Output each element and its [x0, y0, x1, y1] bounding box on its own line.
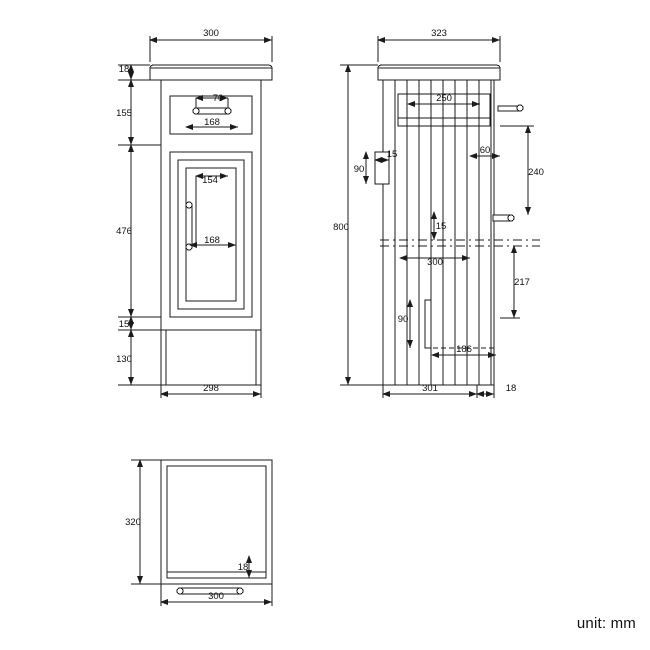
dim-side-upper: 240: [528, 167, 544, 178]
dim-front-handle-width: 70: [212, 93, 224, 104]
dim-front-door-panel-width: 168: [204, 235, 220, 246]
dim-front-plinth-height: 130: [116, 354, 132, 365]
dim-front-counter-thickness: 18: [118, 64, 130, 75]
dim-front-door-height: 476: [116, 226, 132, 237]
dim-side-mid-width: 300: [427, 257, 443, 268]
dim-top-width: 300: [208, 591, 224, 602]
dim-side-overhang: 18: [505, 383, 517, 394]
dim-front-door-panel-height: 154: [202, 175, 218, 186]
side-view-group: [340, 36, 540, 398]
dim-side-bracket-width: 15: [386, 149, 398, 160]
dim-top-depth: 320: [125, 517, 141, 528]
dim-side-body-depth: 301: [422, 383, 438, 394]
dim-top-edge-thickness: 18: [237, 562, 249, 573]
dim-side-foot-height: 90: [397, 314, 409, 325]
dim-front-top-width: 300: [203, 28, 219, 39]
dim-side-basin-width: 250: [436, 93, 452, 104]
dim-side-total-height: 800: [333, 222, 349, 233]
dim-front-drawer-height: 155: [116, 108, 132, 119]
dim-front-bottom-width: 298: [203, 383, 219, 394]
unit-note: unit: mm: [576, 615, 636, 632]
dim-front-gap: 15: [118, 319, 130, 330]
top-view-group: [131, 460, 272, 606]
dim-side-lower: 217: [514, 277, 530, 288]
dim-side-mid: 15: [435, 221, 447, 232]
dim-side-foot-width: 186: [456, 344, 472, 355]
dim-side-bracket-height: 90: [353, 164, 365, 175]
dim-side-top-depth: 323: [431, 28, 447, 39]
dim-front-drawer-inner-width: 168: [204, 117, 220, 128]
front-view-group: [118, 36, 272, 398]
dim-side-tap-offset: 60: [479, 145, 491, 156]
